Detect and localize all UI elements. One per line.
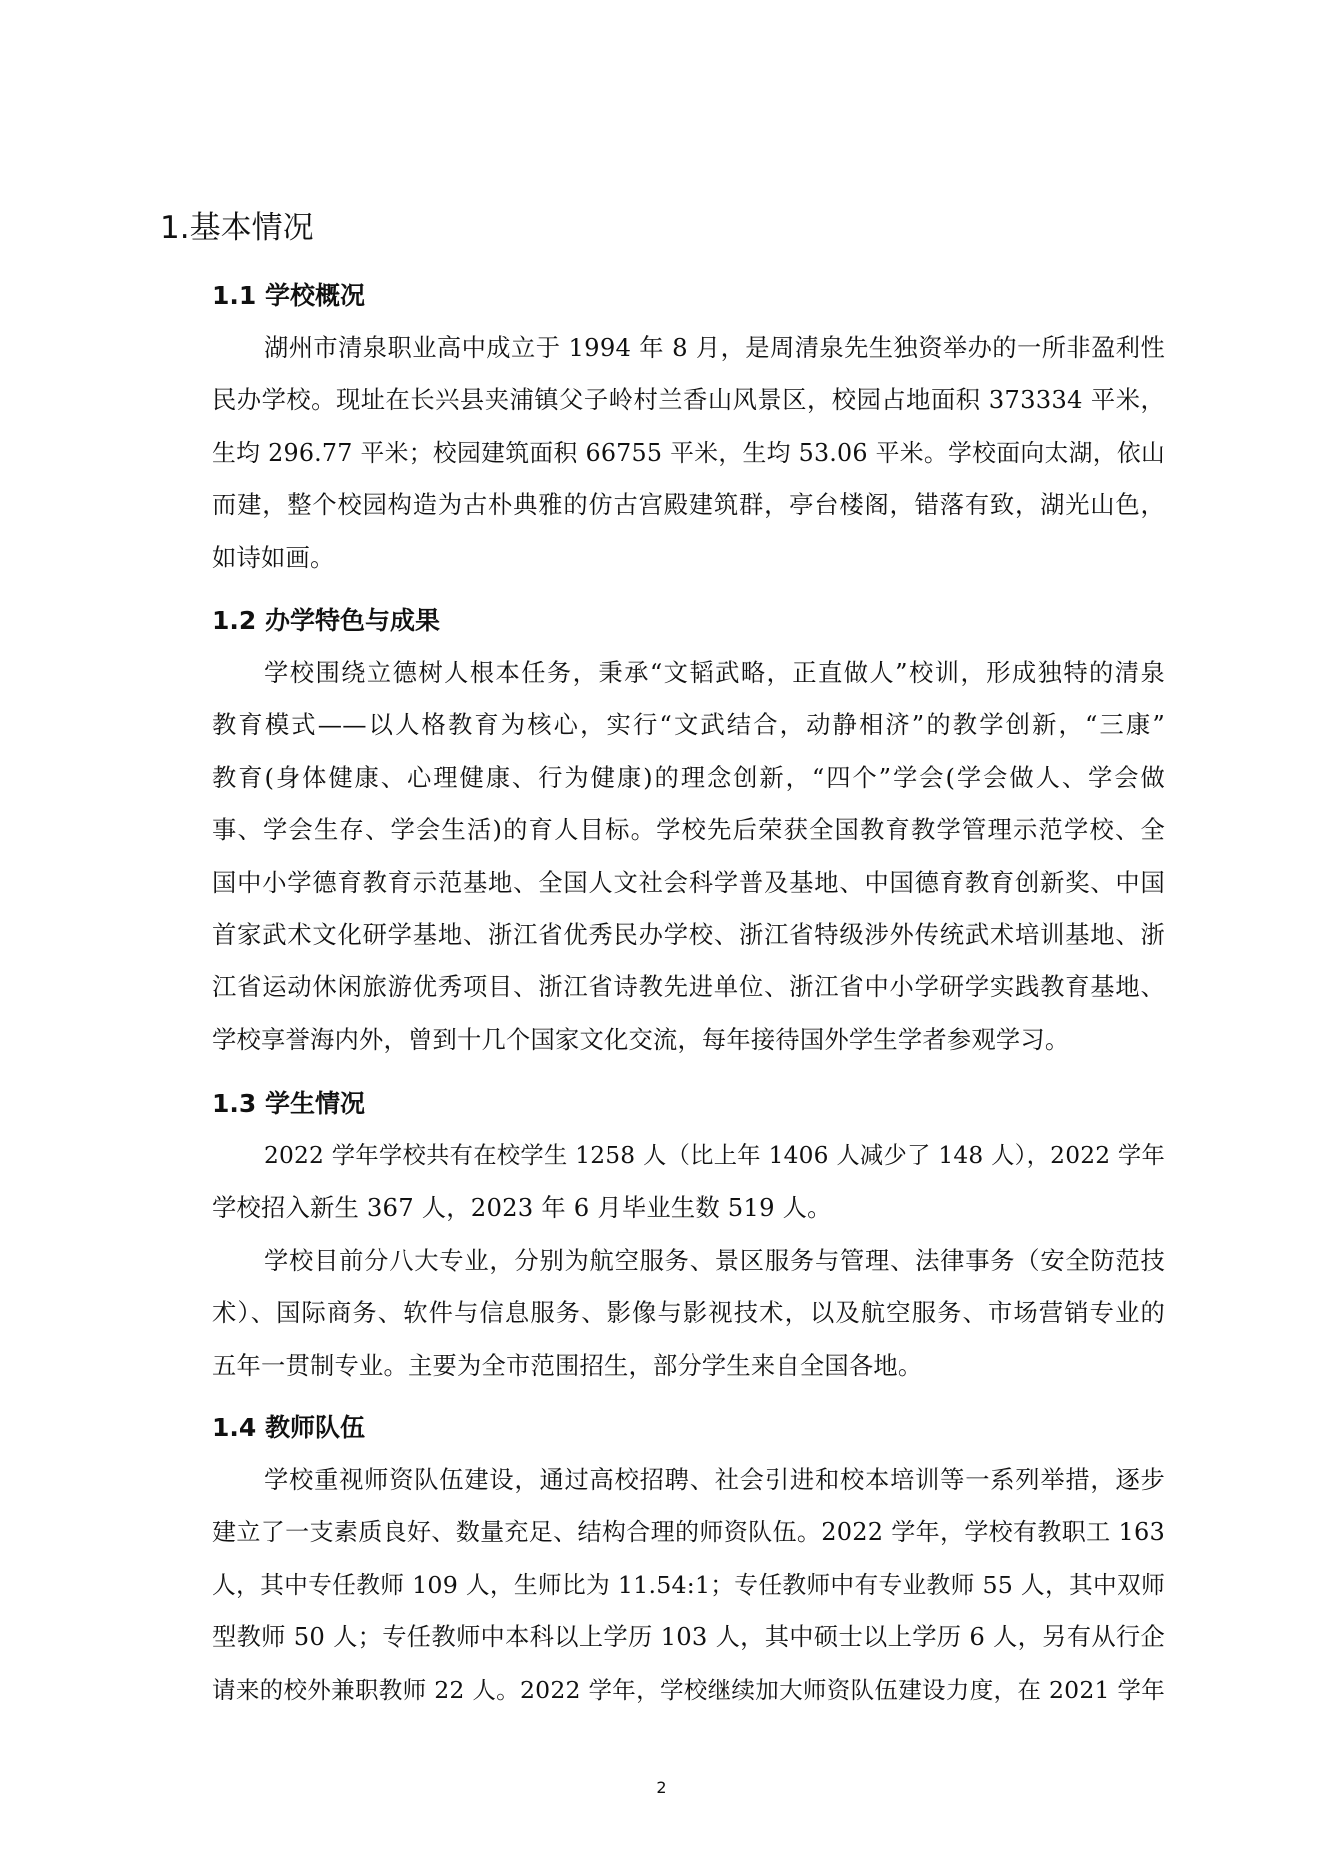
text-line: 学校招入新生 367 人，2023 年 6 月毕业生数 519 人。 (212, 1193, 832, 1223)
text-line: 型教师 50 人；专任教师中本科以上学历 103 人，其中硕士以上学历 6 人，另有从行企 (212, 1622, 1165, 1652)
section-students (160, 1078, 1165, 1392)
text-line: 事、学会生存、学会生活)的育人目标。学校先后荣获全国教育教学管理示范学校、全 (212, 815, 1165, 845)
section-features-achievements (160, 595, 1165, 1066)
text-line: 五年一贯制专业。主要为全市范围招生，部分学生来自全国各地。 (212, 1350, 923, 1380)
section-school-overview (160, 270, 1165, 584)
text-line: 学校围绕立德树人根本任务，秉承“文韬武略，正直做人”校训，形成独特的清泉 (264, 658, 1165, 687)
text-line: 术）、国际商务、软件与信息服务、影像与影视技术，以及航空服务、市场营销专业的 (212, 1298, 1165, 1328)
paragraph (160, 1235, 1165, 1392)
paragraph (160, 1130, 1165, 1235)
section-title: 1.2 办学特色与成果 (212, 606, 440, 635)
text-line: 如诗如画。 (212, 542, 335, 572)
text-line: 教育模式——以人格教育为核心，实行“文武结合，动静相济”的教学创新，“三康” (212, 710, 1165, 740)
section-teachers (160, 1402, 1165, 1716)
paragraph (160, 1454, 1165, 1716)
section-heading: 1.基本情况 (160, 210, 314, 246)
section-title: 1.4 教师队伍 (212, 1413, 365, 1442)
text-line: 教育(身体健康、心理健康、行为健康)的理念创新，“四个”学会(学会做人、学会做 (212, 762, 1165, 792)
text-line: 学校目前分八大专业，分别为航空服务、景区服务与管理、法律事务（安全防范技 (264, 1245, 1165, 1275)
text-line: 民办学校。现址在长兴县夹浦镇父子岭村兰香山风景区，校园占地面积 373334 平米， (212, 385, 1165, 415)
text-line: 首家武术文化研学基地、浙江省优秀民办学校、浙江省特级涉外传统武术培训基地、浙 (212, 920, 1165, 950)
text-line: 国中小学德育教育示范基地、全国人文社会科学普及基地、中国德育教育创新奖、中国 (212, 867, 1165, 897)
text-line: 建立了一支素质良好、数量充足、结构合理的师资队伍。2022 学年，学校有教职工 163 (212, 1518, 1165, 1547)
text-line: 学校享誉海内外，曾到十几个国家文化交流，每年接待国外学生学者参观学习。 (212, 1024, 1070, 1054)
text-line: 而建，整个校园构造为古朴典雅的仿古宫殿建筑群，亭台楼阁，错落有致，湖光山色， (212, 490, 1165, 520)
text-line: 请来的校外兼职教师 22 人。2022 学年，学校继续加大师资队伍建设力度，在 2021 学年 (212, 1675, 1165, 1704)
section-title: 1.3 学生情况 (212, 1089, 365, 1118)
text-line: 生均 296.77 平米；校园建筑面积 66755 平米，生均 53.06 平米。学校面向太湖，依山 (212, 438, 1165, 467)
paragraph (160, 647, 1165, 1066)
text-line: 人，其中专任教师 109 人，生师比为 11.54:1；专任教师中有专业教师 55 人，其中双师 (212, 1570, 1165, 1599)
text-line: 江省运动休闲旅游优秀项目、浙江省诗教先进单位、浙江省中小学研学实践教育基地、 (212, 972, 1165, 1002)
text-line: 学校重视师资队伍建设，通过高校招聘、社会引进和校本培训等一系列举措，逐步 (264, 1465, 1165, 1494)
text-line: 湖州市清泉职业高中成立于 1994 年 8 月，是周清泉先生独资举办的一所非盈利性 (264, 333, 1165, 362)
section-title: 1.1 学校概况 (212, 281, 365, 310)
page-number: 2 (656, 1778, 667, 1797)
text-line: 2022 学年学校共有在校学生 1258 人（比上年 1406 人减少了 148 人），2022 学年 (264, 1142, 1165, 1169)
paragraph (160, 322, 1165, 584)
